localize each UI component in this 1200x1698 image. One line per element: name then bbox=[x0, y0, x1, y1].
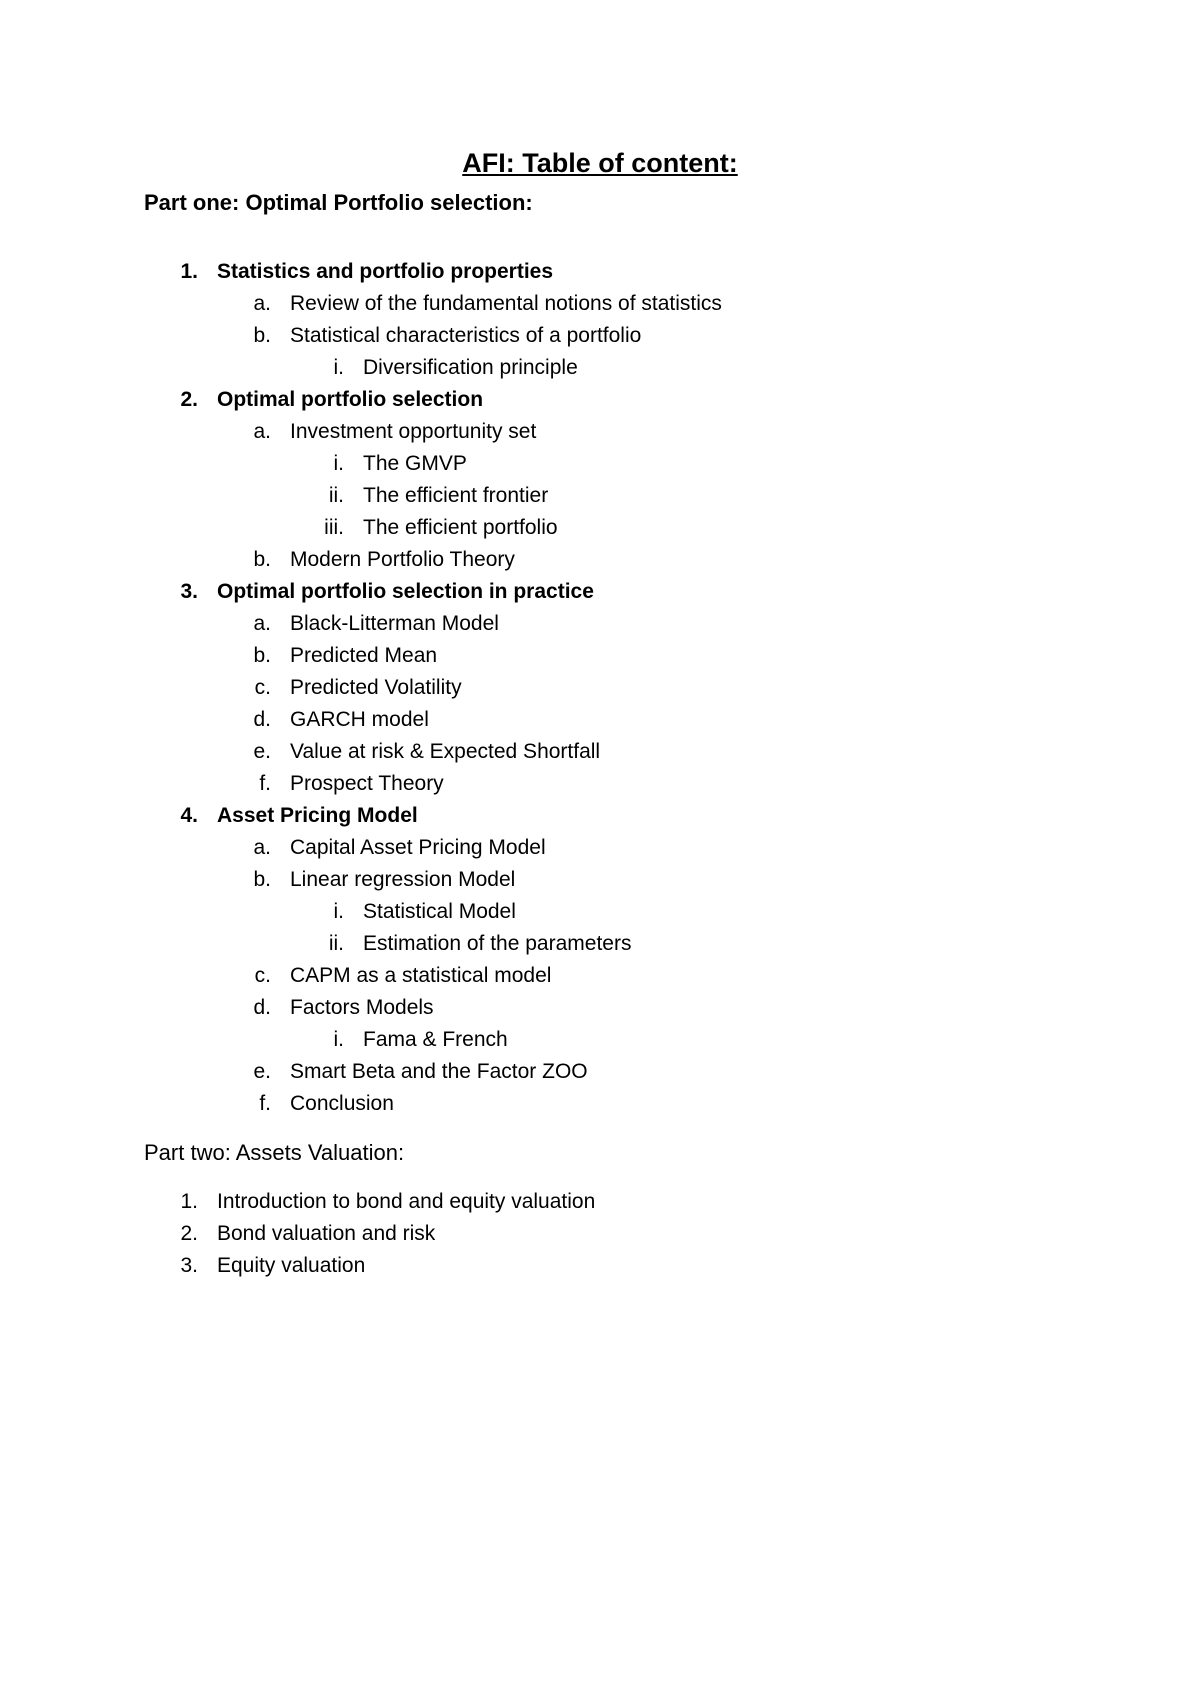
toc-item bbox=[0, 1250, 1200, 1282]
part-one-heading: Part one: Optimal Portfolio selection: bbox=[144, 190, 533, 215]
toc-item-number: i. bbox=[333, 900, 344, 923]
toc-item-text: Smart Beta and the Factor ZOO bbox=[290, 1060, 588, 1083]
toc-item-number: b. bbox=[253, 644, 271, 667]
toc-item bbox=[0, 864, 1200, 896]
toc-item-text: Statistical Model bbox=[363, 900, 516, 923]
toc-item bbox=[0, 1024, 1200, 1056]
toc-item-text: Black-Litterman Model bbox=[290, 612, 499, 635]
toc-item bbox=[0, 288, 1200, 320]
toc-item-text: Estimation of the parameters bbox=[363, 932, 632, 955]
toc-item bbox=[0, 992, 1200, 1024]
toc-item bbox=[0, 544, 1200, 576]
part-two-toc-list bbox=[0, 1186, 1200, 1282]
toc-item bbox=[0, 672, 1200, 704]
toc-item-text: CAPM as a statistical model bbox=[290, 964, 552, 987]
toc-item-number: c. bbox=[254, 964, 271, 987]
toc-item bbox=[0, 736, 1200, 768]
toc-item-text: Conclusion bbox=[290, 1092, 394, 1115]
toc-item-number: a. bbox=[253, 420, 271, 443]
toc-item-text: Linear regression Model bbox=[290, 868, 516, 891]
toc-item-number: i. bbox=[333, 356, 344, 379]
toc-item-number: 3. bbox=[180, 1254, 198, 1277]
document-title: AFI: Table of content: bbox=[462, 148, 738, 178]
toc-item-number: 1. bbox=[180, 1190, 198, 1213]
toc-item-text: Introduction to bond and equity valuation bbox=[217, 1190, 596, 1213]
toc-item bbox=[0, 800, 1200, 832]
toc-item bbox=[0, 384, 1200, 416]
toc-item-text: Investment opportunity set bbox=[290, 420, 537, 443]
toc-item bbox=[0, 256, 1200, 288]
toc-item-text: Statistics and portfolio properties bbox=[217, 260, 554, 283]
toc-item-text: Optimal portfolio selection in practice bbox=[217, 580, 594, 603]
toc-item-number: d. bbox=[253, 996, 271, 1019]
toc-item-number: ii. bbox=[328, 932, 344, 955]
toc-item-number: b. bbox=[253, 324, 271, 347]
toc-item bbox=[0, 480, 1200, 512]
toc-item-number: 4. bbox=[180, 804, 198, 827]
toc-item-text: The efficient frontier bbox=[363, 484, 549, 507]
toc-item bbox=[0, 928, 1200, 960]
toc-item-number: b. bbox=[253, 548, 271, 571]
toc-item bbox=[0, 768, 1200, 800]
toc-item-text: Asset Pricing Model bbox=[217, 804, 418, 827]
toc-item-text: Capital Asset Pricing Model bbox=[290, 836, 546, 859]
toc-item-number: ii. bbox=[328, 484, 344, 507]
toc-item-text: Statistical characteristics of a portfolio bbox=[290, 324, 642, 347]
toc-item-text: The GMVP bbox=[363, 452, 467, 475]
toc-item-text: Bond valuation and risk bbox=[217, 1222, 436, 1245]
toc-item-number: e. bbox=[253, 1060, 271, 1083]
toc-item-text: Modern Portfolio Theory bbox=[290, 548, 515, 571]
toc-item bbox=[0, 416, 1200, 448]
toc-item bbox=[0, 608, 1200, 640]
toc-item-text: Equity valuation bbox=[217, 1254, 366, 1277]
toc-item-number: a. bbox=[253, 836, 271, 859]
toc-item bbox=[0, 352, 1200, 384]
toc-item-number: i. bbox=[333, 1028, 344, 1051]
toc-item-number: i. bbox=[333, 452, 344, 475]
toc-item-number: 2. bbox=[180, 388, 198, 411]
toc-item-number: iii. bbox=[324, 516, 344, 539]
toc-item bbox=[0, 576, 1200, 608]
toc-item-text: Predicted Volatility bbox=[290, 676, 462, 699]
toc-item bbox=[0, 1088, 1200, 1120]
toc-item bbox=[0, 1056, 1200, 1088]
toc-item-number: a. bbox=[253, 612, 271, 635]
toc-item bbox=[0, 640, 1200, 672]
toc-item bbox=[0, 960, 1200, 992]
toc-item-text: Value at risk & Expected Shortfall bbox=[290, 740, 601, 763]
part-two-heading: Part two: Assets Valuation: bbox=[144, 1140, 405, 1165]
toc-item-text: GARCH model bbox=[290, 708, 429, 731]
toc-item-text: Factors Models bbox=[290, 996, 434, 1019]
toc-item bbox=[0, 448, 1200, 480]
toc-item-text: Predicted Mean bbox=[290, 644, 438, 667]
toc-item-number: e. bbox=[253, 740, 271, 763]
toc-item-number: 3. bbox=[180, 580, 198, 603]
toc-item-text: Prospect Theory bbox=[290, 772, 444, 795]
toc-item bbox=[0, 896, 1200, 928]
toc-item bbox=[0, 704, 1200, 736]
toc-item-number: f. bbox=[259, 1092, 271, 1115]
toc-item bbox=[0, 512, 1200, 544]
part-one-toc-list bbox=[0, 256, 1200, 1120]
toc-item-number: b. bbox=[253, 868, 271, 891]
toc-item bbox=[0, 320, 1200, 352]
toc-item-text: Optimal portfolio selection bbox=[217, 388, 484, 411]
toc-item bbox=[0, 1186, 1200, 1218]
toc-item-number: f. bbox=[259, 772, 271, 795]
toc-item-number: 2. bbox=[180, 1222, 198, 1245]
toc-item-number: a. bbox=[253, 292, 271, 315]
toc-item-number: c. bbox=[254, 676, 271, 699]
toc-item-number: d. bbox=[253, 708, 271, 731]
toc-item-number: 1. bbox=[180, 260, 198, 283]
toc-item-text: The efficient portfolio bbox=[363, 516, 558, 539]
toc-item-text: Fama & French bbox=[363, 1028, 508, 1051]
toc-item-text: Review of the fundamental notions of statistics bbox=[290, 292, 722, 315]
toc-item-text: Diversification principle bbox=[363, 356, 578, 379]
toc-item bbox=[0, 832, 1200, 864]
toc-item bbox=[0, 1218, 1200, 1250]
